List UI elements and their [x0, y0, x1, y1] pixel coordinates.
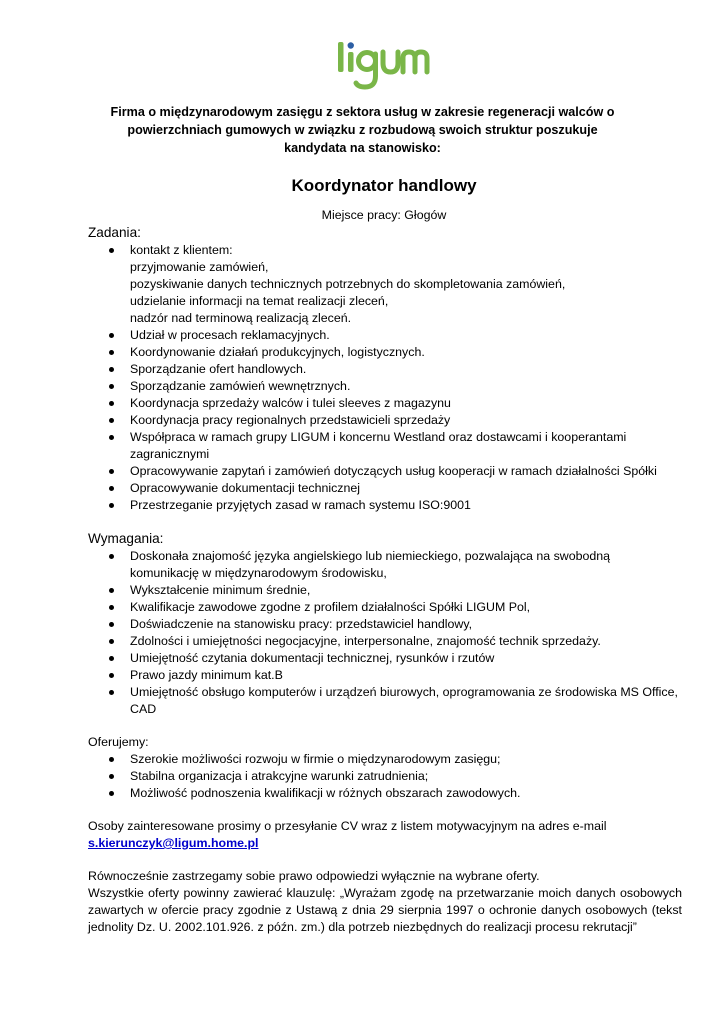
- task-item: Opracowywanie zapytań i zamówień dotyczących usług kooperacji w ramach działalności Spółki: [88, 463, 682, 480]
- company-intro: Firma o międzynarodowym zasięgu z sektora usług w zakresie regeneracji walców o powierzchniach gumowych w związku z rozbudową swoich struktur poszukuje kandydata na stanowisko:: [110, 105, 615, 155]
- task-item: [88, 242, 682, 327]
- spacer: [88, 802, 682, 818]
- offer-heading: Oferujemy:: [88, 735, 149, 749]
- offer-list: [88, 751, 682, 802]
- tasks-heading: Zadania:: [88, 225, 141, 240]
- reservation-note: Równocześnie zastrzegamy sobie prawo odpowiedzi wyłącznie na wybrane oferty.: [88, 869, 540, 883]
- ligum-logo-graphic: [336, 40, 432, 100]
- task-item: Koordynowanie działań produkcyjnych, logistycznych.: [88, 344, 682, 361]
- requirements-heading: Wymagania:: [88, 531, 164, 546]
- task-item: Udział w procesach reklamacyjnych.: [88, 327, 682, 344]
- task-item: Sporządzanie zamówień wewnętrznych.: [88, 378, 682, 395]
- offer-item: Możliwość podnoszenia kwalifikacji w różnych obszarach zawodowych.: [88, 785, 682, 802]
- requirement-item: Zdolności i umiejętności negocjacyjne, interpersonalne, znajomość technik sprzedaży.: [88, 633, 682, 650]
- contact-email-link[interactable]: s.kierunczyk@ligum.home.pl: [88, 836, 259, 850]
- job-title: Koordynator handlowy: [291, 176, 477, 195]
- spacer: [88, 718, 682, 734]
- task-item: Współpraca w ramach grupy LIGUM i koncernu Westland oraz dostawcami i kooperantami zagranicznymi: [88, 429, 682, 463]
- task-item: Sporządzanie ofert handlowych.: [88, 361, 682, 378]
- requirements-list: [88, 548, 682, 718]
- task-subitem: nadzór nad terminową realizacją zleceń.: [130, 311, 352, 325]
- task-item-label: kontakt z klientem:: [130, 243, 233, 257]
- requirement-item: Doświadczenie na stanowisku pracy: przedstawiciel handlowy,: [88, 616, 682, 633]
- task-item: Koordynacja pracy regionalnych przedstawicieli sprzedaży: [88, 412, 682, 429]
- requirement-item: Umiejętność obsługo komputerów i urządzeń biurowych, oprogramowania ze środowiska MS Office, CAD: [88, 684, 682, 718]
- requirement-item: Prawo jazdy minimum kat.B: [88, 667, 682, 684]
- work-location: Miejsce pracy: Głogów: [321, 208, 447, 222]
- task-subitem: udzielanie informacji na temat realizacji zleceń,: [130, 294, 389, 308]
- task-item: Przestrzeganie przyjętych zasad w ramach systemu ISO:9001: [88, 497, 682, 514]
- requirement-item: Umiejętność czytania dokumentacji technicznej, rysunków i rzutów: [88, 650, 682, 667]
- offer-item: Stabilna organizacja i atrakcyjne warunki zatrudnienia;: [88, 768, 682, 785]
- offer-item: Szerokie możliwości rozwoju w firmie o międzynarodowym zasięgu;: [88, 751, 682, 768]
- requirement-item: Doskonała znajomość języka angielskiego lub niemieckiego, pozwalająca na swobodną komunikację w międzynarodowym środowisku,: [88, 548, 682, 582]
- task-item: Koordynacja sprzedaży walców i tulei sleeves z magazynu: [88, 395, 682, 412]
- spacer: [88, 852, 682, 868]
- consent-clause: Wszystkie oferty powinny zawierać klauzulę: „Wyrażam zgodę na przetwarzanie moich danych osobowych zawartych w ofercie pracy zgodnie z Ustawą z dnia 29 sierpnia 1997 o ochronie danych osobowych (tekst jednolity Dz. U. 2002.101.926. z późn. zm.) dla potrzeb niezbędnych do realizacji procesu rekrutacji”: [88, 886, 682, 934]
- task-subitem: przyjmowanie zamówień,: [130, 260, 269, 274]
- requirement-item: Wykształcenie minimum średnie,: [88, 582, 682, 599]
- task-subitem: pozyskiwanie danych technicznych potrzebnych do skompletowania zamówień,: [130, 277, 566, 291]
- document-body: [88, 224, 682, 936]
- tasks-list: [88, 242, 682, 514]
- ligum-logo: [336, 40, 432, 100]
- contact-text: Osoby zainteresowane prosimy o przesyłanie CV wraz z listem motywacyjnym na adres e-mail: [88, 819, 607, 833]
- task-item: Opracowywanie dokumentacji technicznej: [88, 480, 682, 497]
- contact-paragraph: [88, 818, 682, 852]
- requirement-item: Kwalifikacje zawodowe zgodne z profilem działalności Spółki LIGUM Pol,: [88, 599, 682, 616]
